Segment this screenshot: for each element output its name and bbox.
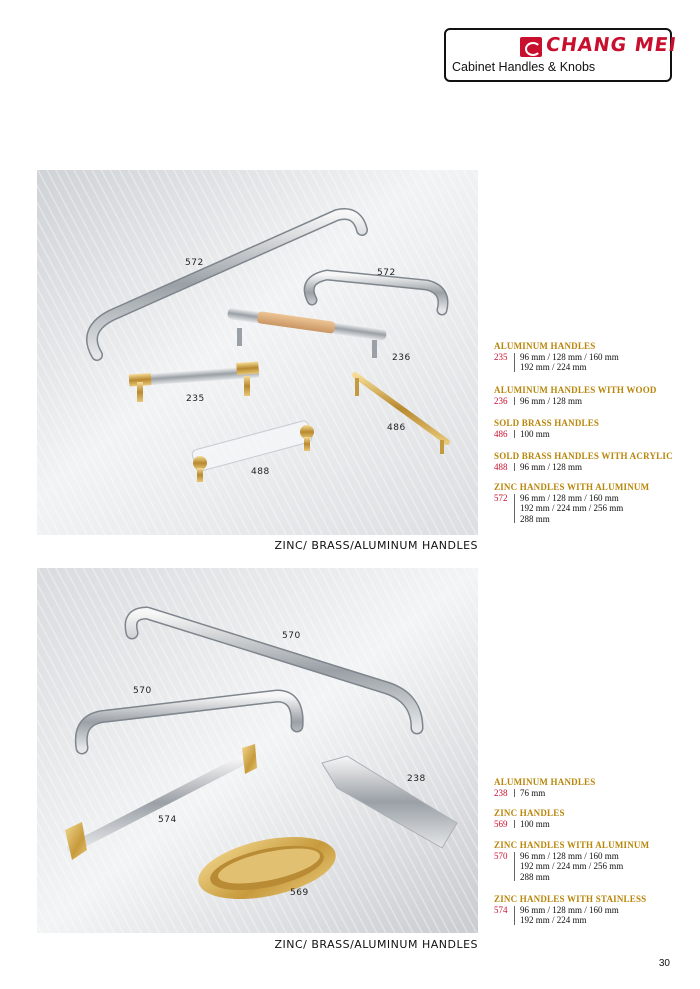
spec-238: ALUMINUM HANDLES 238 76 mm bbox=[494, 777, 596, 798]
label-570-short: 570 bbox=[133, 686, 152, 696]
brand-tagline: Cabinet Handles & Knobs bbox=[452, 60, 596, 74]
caption-section-2: ZINC/ BRASS/ALUMINUM HANDLES bbox=[274, 938, 478, 951]
spec-235: ALUMINUM HANDLES 235 96 mm / 128 mm / 160 mm 192 mm / 224 mm bbox=[494, 341, 619, 372]
spec-574: ZINC HANDLES WITH STAINLESS 574 96 mm / 128 mm / 160 mm 192 mm / 224 mm bbox=[494, 894, 647, 925]
label-488: 488 bbox=[251, 467, 270, 477]
page-number: 30 bbox=[658, 958, 670, 969]
spec-488: SOLD BRASS HANDLES WITH ACRYLIC 488 96 mm / 128 mm bbox=[494, 451, 673, 472]
product-photo-2 bbox=[37, 568, 478, 933]
label-486: 486 bbox=[387, 423, 406, 433]
brand-mark-icon bbox=[520, 37, 542, 57]
label-570-long: 570 bbox=[282, 631, 301, 641]
label-572-long: 572 bbox=[185, 258, 204, 268]
caption-section-1: ZINC/ BRASS/ALUMINUM HANDLES bbox=[274, 539, 478, 552]
label-569: 569 bbox=[290, 888, 309, 898]
label-235: 235 bbox=[186, 394, 205, 404]
spec-236: ALUMINUM HANDLES WITH WOOD 236 96 mm / 128 mm bbox=[494, 385, 657, 406]
label-236: 236 bbox=[392, 353, 411, 363]
spec-486: SOLD BRASS HANDLES 486 100 mm bbox=[494, 418, 600, 439]
spec-572: ZINC HANDLES WITH ALUMINUM 572 96 mm / 128 mm / 160 mm 192 mm / 224 mm / 256 mm 288 mm bbox=[494, 482, 650, 524]
brand-logo bbox=[444, 28, 679, 82]
label-238: 238 bbox=[407, 774, 426, 784]
spec-570: ZINC HANDLES WITH ALUMINUM 570 96 mm / 128 mm / 160 mm 192 mm / 224 mm / 256 mm 288 mm bbox=[494, 840, 650, 882]
label-572-short: 572 bbox=[377, 268, 396, 278]
product-photo-1 bbox=[37, 170, 478, 535]
brand-name: CHANG MEI bbox=[544, 34, 679, 56]
label-574: 574 bbox=[158, 815, 177, 825]
spec-569: ZINC HANDLES 569 100 mm bbox=[494, 808, 565, 829]
